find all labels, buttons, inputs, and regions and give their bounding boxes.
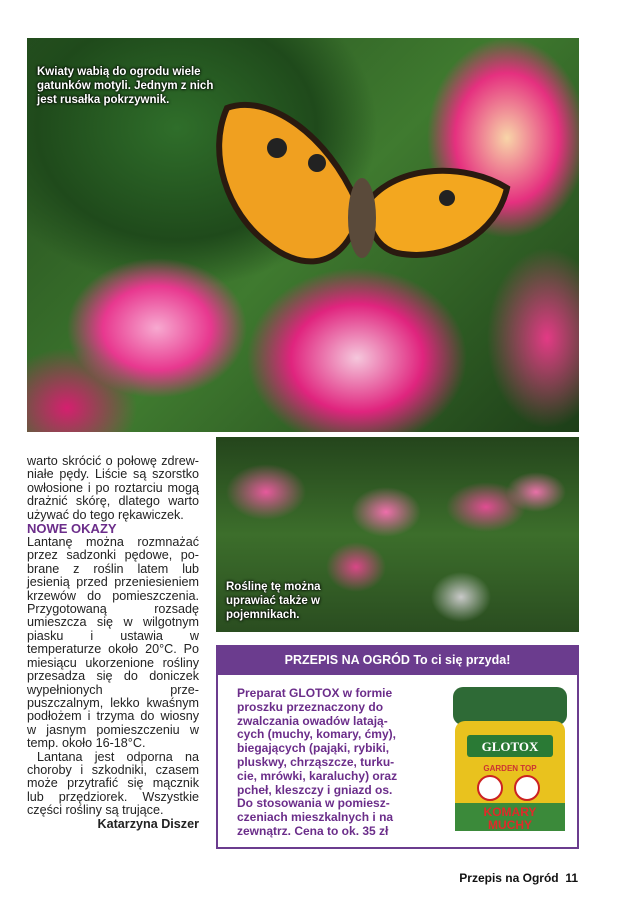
page-number: 11 bbox=[565, 871, 578, 885]
svg-text:MUCHY: MUCHY bbox=[488, 818, 532, 832]
butterfly-illustration bbox=[207, 93, 517, 293]
jar-brand: GLOTOX bbox=[481, 739, 539, 754]
butterfly-photo bbox=[27, 38, 579, 432]
article-paragraph: warto skrócić o połowę zdrewniałe pędy. Liście są szorstko owłosione i po roztarciu mogą drażnić skórę, dlatego warto używać do tego rękawiczek. bbox=[27, 454, 199, 522]
section-heading: NOWE OKAZY bbox=[27, 521, 117, 537]
svg-text:GARDEN TOP: GARDEN TOP bbox=[483, 764, 537, 773]
product-description: Preparat GLOTOX w formie proszku przeznaczony do zwalczania owadów latających (muchy, komary, ćmy), biegających (pająki, rybiki, pluskwy, chrząszcze, turkucie, mrówki, karaluchy) oraz pcheł, kleszczy i gniazd os. Do stosowania w pomieszczeniach mieszkalnych i na zewnątrz. Cena to ok. 35 zł bbox=[237, 686, 398, 838]
author: Katarzyna Diszer bbox=[97, 816, 199, 831]
product-jar-image bbox=[445, 685, 575, 837]
article-paragraph: Lantanę można rozmnażać przez sadzonki pędowe, pobrane z roślin latem lub jesienią przed przeniesieniem krzewów do pomieszczenia. Przygotowaną rozsadę umieszcza się w wilgotnym piasku i ustawia w temperaturze około 20°C. Po miesiącu ukorzenione rośliny przesadza się do doniczek wypełnionych przepuszczalnym, lekko kwaśnym podłożem i trzyma do wiosny w jasnym pomieszczeniu w temp. około 16-18°C. bbox=[27, 535, 199, 751]
magazine-name: Przepis na Ogród bbox=[459, 871, 559, 885]
svg-text:KOMARY: KOMARY bbox=[483, 805, 537, 819]
box-header: PRZEPIS NA OGRÓD To ci się przyda! bbox=[216, 645, 579, 675]
product-box bbox=[216, 645, 579, 849]
article-paragraph: Lantana jest odporna na choroby i szkodniki, czasem może przytrafić się mącznik lub przędziorek. Wszystkie części rośliny są trujące. bbox=[27, 749, 199, 818]
lantana-pot-photo bbox=[216, 437, 579, 632]
photo-caption: Kwiaty wabią do ogrodu wiele gatunków motyli. Jednym z nich jest rusałka pokrzywnik. bbox=[37, 66, 214, 106]
photo-caption: Roślinę tę można uprawiać także w pojemnikach. bbox=[226, 581, 321, 621]
page-footer bbox=[459, 871, 578, 885]
article-column bbox=[27, 455, 199, 831]
